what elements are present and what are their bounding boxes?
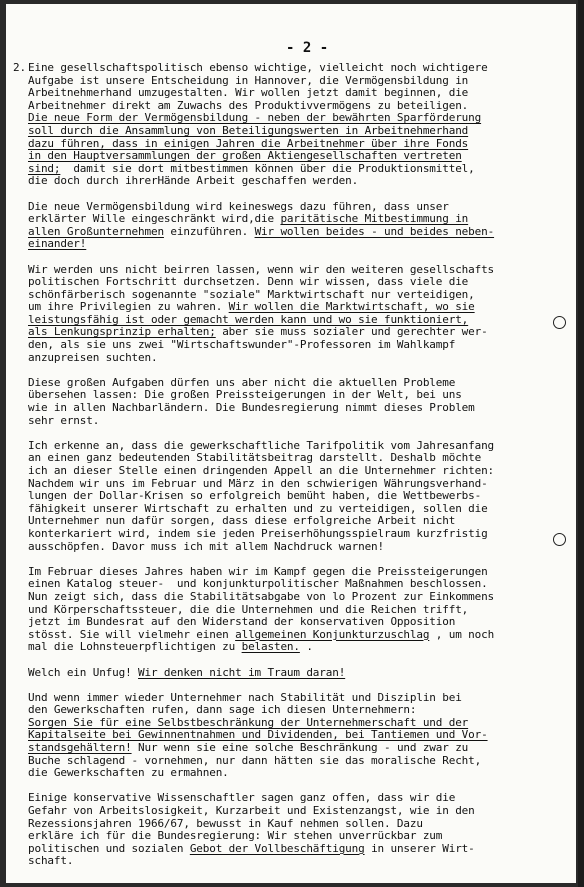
margin-circle-mark [553,316,566,329]
text-line [28,830,574,843]
underlined-text: standsgehältern! [28,742,132,755]
text-line [28,326,574,339]
paragraph [28,692,574,780]
text-segment: ausschöpfen. Davor muss ich mit allem Nachdruck warnen! [28,540,384,553]
text-line [28,855,574,868]
document-body [13,61,574,881]
text-segment: den Gewerkschaften rufen, dann sage ich diesen Unternehmern: [28,704,417,717]
text-line [28,805,574,818]
text-line [28,490,574,503]
underlined-text: belasten. [241,641,300,654]
text-line [28,377,574,390]
text-segment: lungen der Dollar-Krisen so erfolgreich bemüht haben, die Wettbewerbs- [28,490,482,503]
underlined-text: einander! [28,238,87,251]
text-segment: , um noch [429,628,495,641]
text-segment: Arbeitnehmerhand umzugestalten. Wir wollen jetzt damit beginnen, die [28,87,469,100]
text-segment: Gefahr von Arbeitslosigkeit, Kurzarbeit und Existenzangst, wie in den [28,805,475,818]
text-segment: erkläre ich für die Bundesregierung: Wir stehen unverrückbar zum [28,830,443,843]
text-line [28,792,574,805]
underlined-text: Kapitalseite bei Gewinnentnahmen und Dividenden, bei Tantiemen und Vor- [28,729,488,742]
text-line [28,767,574,780]
text-segment: einen Katalog steuer- und konjunkturpolitischer Maßnahmen beschlossen. [28,578,488,591]
text-line [28,503,574,516]
paragraph [28,440,574,553]
text-line [28,402,574,415]
text-line [28,729,574,742]
paragraph [28,667,574,680]
text-line [28,742,574,755]
underlined-text: Wir wollen die Marktwirtschaft, wo sie [228,301,475,314]
text-segment: jetzt im Bundesrat auf den Widerstand der konservativen Opposition [28,616,456,629]
underlined-text: leistungsfähig ist oder gemacht werden kann und wo sie funktioniert, [28,313,469,326]
text-segment: Buche schlagend - vornehmen, nur dann hätten sie das moralische Recht, [28,754,482,767]
text-line [28,289,574,302]
text-line [28,541,574,554]
text-segment: übersehen lassen: Die großen Preissteigerungen in der Welt, bei uns [28,389,462,402]
underlined-text: als Lenkungsprinzip erhalten; [28,326,216,339]
text-line [28,641,574,654]
text-segment: erklärter Wille eingeschränkt wird,die [28,213,281,226]
underlined-text: Wir denken nicht im Traum daran! [138,666,346,679]
text-segment: mal die Lohnsteuerpflichtigen zu [28,641,242,654]
text-segment: den, als sie uns zwei "Wirtschaftswunder"-Professoren im Wahlkampf [28,339,456,352]
page-number: - 2 - [286,40,329,56]
text-segment: Ich erkenne an, dass die gewerkschaftliche Tarifpolitik vom Jahresanfang [28,439,495,452]
text-segment: Eine gesellschaftspolitisch ebenso wichtige, vielleicht noch wichtigere [28,62,488,74]
text-line [28,276,574,289]
underlined-text: in den Hauptversammlungen der großen Aktiengesellschaften vertreten [28,150,462,163]
underlined-text: soll durch die Ansammlung von Beteiligungswerten in Arbeitnehmerhand [28,124,469,137]
text-line [28,138,574,151]
text-segment: Diese großen Aufgaben dürfen uns aber nicht die aktuellen Probleme [28,376,456,389]
paragraph [28,201,574,251]
underlined-text: Die neue Form der Vermögensbildung - neben der bewährten Sparförderung [28,112,482,125]
text-segment: Wir werden uns nicht beirren lassen, wenn wir den weiteren gesellschafts [28,263,495,276]
text-segment: Nachdem wir uns im Februar und März in den schwierigen Währungsverhand- [28,477,488,490]
text-line [28,717,574,730]
text-segment: sehr ernst. [28,414,100,427]
text-line [28,452,574,465]
text-line [28,667,574,680]
text-line [28,339,574,352]
text-line [28,566,574,579]
text-line [28,528,574,541]
text-line [28,213,574,226]
underlined-text: allen Großunternehmen [28,225,164,238]
underlined-text: Wir wollen beides - und beides neben- [254,225,495,238]
text-line [28,604,574,617]
text-segment: einzuführen. [163,225,255,238]
text-line [28,440,574,453]
paragraph [28,566,574,654]
text-segment: politischen und sozialen [28,842,190,855]
text-segment: . [299,641,313,654]
text-segment: an einen ganz bedeutenden Stabilitätsbeitrag darstellt. Deshalb möchte [28,452,482,465]
text-segment: ich an dieser Stelle einen dringenden Appell an die Unternehmer richten: [28,465,495,477]
text-line [28,100,574,113]
text-line [28,62,574,75]
document-page [6,4,576,883]
text-segment: anzupreisen suchten. [28,351,158,364]
text-segment: um ihre Privilegien zu wahren. [28,301,229,314]
underlined-text: sind; [28,162,61,175]
text-segment: Einige konservative Wissenschaftler sagen ganz offen, dass wir die [28,792,456,805]
text-line [28,238,574,251]
text-line [28,629,574,642]
text-line [28,264,574,277]
text-segment: wie in allen Nachbarländern. Die Bundesregierung nimmt dieses Problem [28,402,475,415]
text-line [28,389,574,402]
scan-edge-shadow [578,0,584,887]
paragraph [28,264,574,365]
text-line [28,616,574,629]
text-line [28,818,574,831]
text-segment: Unternehmer nun dafür sorgen, dass diese erfolgreiche Arbeit nicht [28,515,456,528]
text-segment: in unserer Wirt- [364,842,475,855]
text-line [28,352,574,365]
text-segment: Rezessionsjahren 1966/67, bewusst in Kauf nehmen sollen. Dazu [28,817,423,830]
text-line [28,692,574,705]
text-segment: die doch durch ihrerHände Arbeit geschaffen werden. [28,175,359,188]
item-number: 2. [13,61,26,74]
text-segment: Nur wenn sie eine solche Beschränkung - und zwar zu [131,742,469,755]
text-segment: stösst. Sie will vielmehr einen [28,628,236,641]
text-line [28,301,574,314]
text-line [28,112,574,125]
underlined-text: dazu führen, dass in einigen Jahren die Arbeitnehmer über ihre Fonds [28,137,469,150]
text-segment: politischen Fortschritt durchsetzen. Denn wir wissen, dass viele die [28,276,469,289]
text-segment: Die neue Vermögensbildung wird keineswegs dazu führen, dass unser [28,200,449,213]
text-segment: fähigkeit unserer Wirtschaft zu erhalten und zu verteidigen, sollen die [28,502,488,515]
text-line [28,843,574,856]
paragraph [28,62,574,188]
text-line [28,515,574,528]
text-line [28,75,574,88]
text-line [28,150,574,163]
text-line [28,226,574,239]
text-line [28,704,574,717]
text-segment: Und wenn immer wieder Unternehmer nach Stabilität und Disziplin bei [28,691,462,704]
paragraph [28,792,574,868]
text-line [28,175,574,188]
text-segment: konterkariert wird, indem sie jeden Preiserhöhungsspielraum kurzfristig [28,527,488,540]
margin-circle-mark [553,533,566,546]
text-line [28,163,574,176]
text-segment: Im Februar dieses Jahres haben wir im Kampf gegen die Preissteigerungen [28,565,488,578]
text-line [28,125,574,138]
text-line [28,314,574,327]
text-segment: damit sie dort mitbestimmen können über die Produktionsmittel, [60,162,475,175]
text-line [28,87,574,100]
paragraph [28,377,574,427]
text-segment: Nun zeigt sich, dass die Stabilitätsabgabe von lo Prozent zur Einkommens [28,590,495,603]
text-segment: Welch ein Unfug! [28,666,139,679]
text-segment: Aufgabe ist unsere Entscheidung in Hannover, die Vermögensbildung in [28,74,469,87]
text-segment: Arbeitnehmer direkt am Zuwachs des Produktivvermögens zu beteiligen. [28,99,469,112]
underlined-text: paritätische Mitbestimmung in [280,213,469,226]
underlined-text: Gebot der Vollbeschäftigung [189,842,365,855]
text-segment: schönfärberisch sogenannte "soziale" Marktwirtschaft nur verteidigen, [28,288,475,301]
text-line [28,465,574,478]
text-line [28,415,574,428]
text-line [28,755,574,768]
underlined-text: allgemeinen Konjunkturzuschlag [235,628,430,641]
text-line [28,478,574,491]
text-segment: und Körperschaftssteuer, die die Unternehmen und die Reichen trifft, [28,603,469,616]
text-line [28,591,574,604]
text-segment: aber sie muss sozialer und gerechter wer- [215,326,488,339]
text-segment: schaft. [28,855,74,868]
text-line [28,578,574,591]
text-line [28,201,574,214]
text-segment: die Gewerkschaften zu ermahnen. [28,767,229,780]
underlined-text: Sorgen Sie für eine Selbstbeschränkung der Unternehmerschaft und der [28,716,469,729]
